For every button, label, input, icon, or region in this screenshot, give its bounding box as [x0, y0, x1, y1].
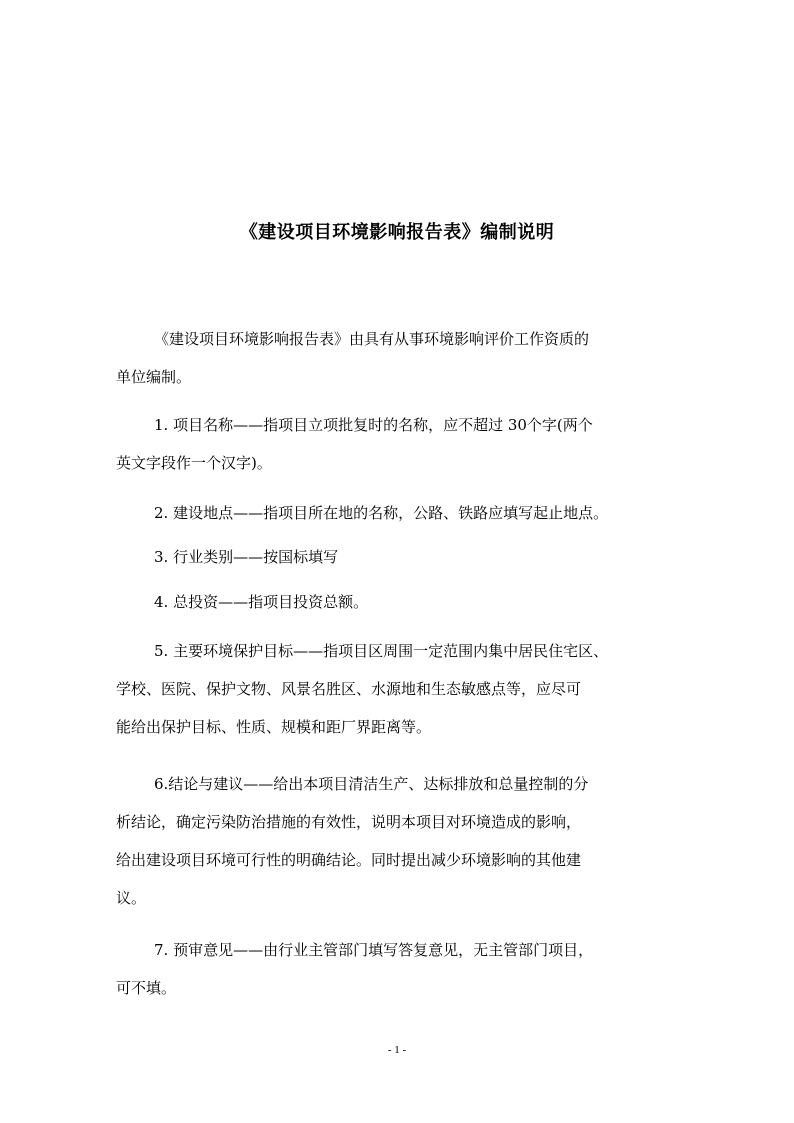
paragraph-line: 2. 建设地点——指项目所在地的名称，公路、铁路应填写起止地点。 [154, 504, 609, 522]
paragraph-line: 3. 行业类别——按国标填写 [154, 548, 339, 566]
item-7-paragraph [116, 931, 696, 1007]
page-title: 《建设项目环境影响报告表》编制说明 [239, 222, 555, 243]
paragraph-line: 6.结论与建议——给出本项目清洁生产、达标排放和总量控制的分 [154, 775, 589, 793]
item-5-paragraph [116, 632, 696, 746]
paragraph-line: 《建设项目环境影响报告表》由具有从事环境影响评价工作资质的 [154, 330, 590, 348]
paragraph-line: 给出建设项目环境可行性的明确结论。同时提出减少环境影响的其他建 [116, 851, 582, 869]
paragraph-line: 可不填。 [116, 979, 177, 997]
paragraph-line: 英文字段作一个汉字)。 [116, 454, 272, 472]
page-number: - 1 - [387, 1044, 407, 1056]
item-3-paragraph [116, 538, 696, 576]
paragraph-line: 单位编制。 [116, 368, 192, 386]
item-4-paragraph [116, 583, 696, 621]
paragraph-line: 5. 主要环境保护目标——指项目区周围一定范围内集中居民住宅区、 [154, 642, 609, 660]
paragraph-line: 1. 项目名称——指项目立项批复时的名称，应不超过 30个字(两个 [154, 416, 593, 434]
intro-paragraph [116, 320, 696, 396]
paragraph-line: 学校、医院、保护文物、风景名胜区、水源地和生态敏感点等，应尽可 [116, 680, 582, 698]
paragraph-line: 析结论，确定污染防治措施的有效性，说明本项目对环境造成的影响， [116, 813, 582, 831]
item-2-paragraph [116, 494, 696, 532]
item-6-paragraph [116, 765, 696, 917]
paragraph-line: 4. 总投资——指项目投资总额。 [154, 593, 369, 611]
paragraph-line: 议。 [116, 889, 147, 907]
paragraph-line: 7. 预审意见——由行业主管部门填写答复意见，无主管部门项目， [154, 941, 594, 959]
paragraph-line: 能给出保护目标、性质、规模和距厂界距离等。 [116, 718, 432, 736]
item-1-paragraph [116, 406, 696, 482]
